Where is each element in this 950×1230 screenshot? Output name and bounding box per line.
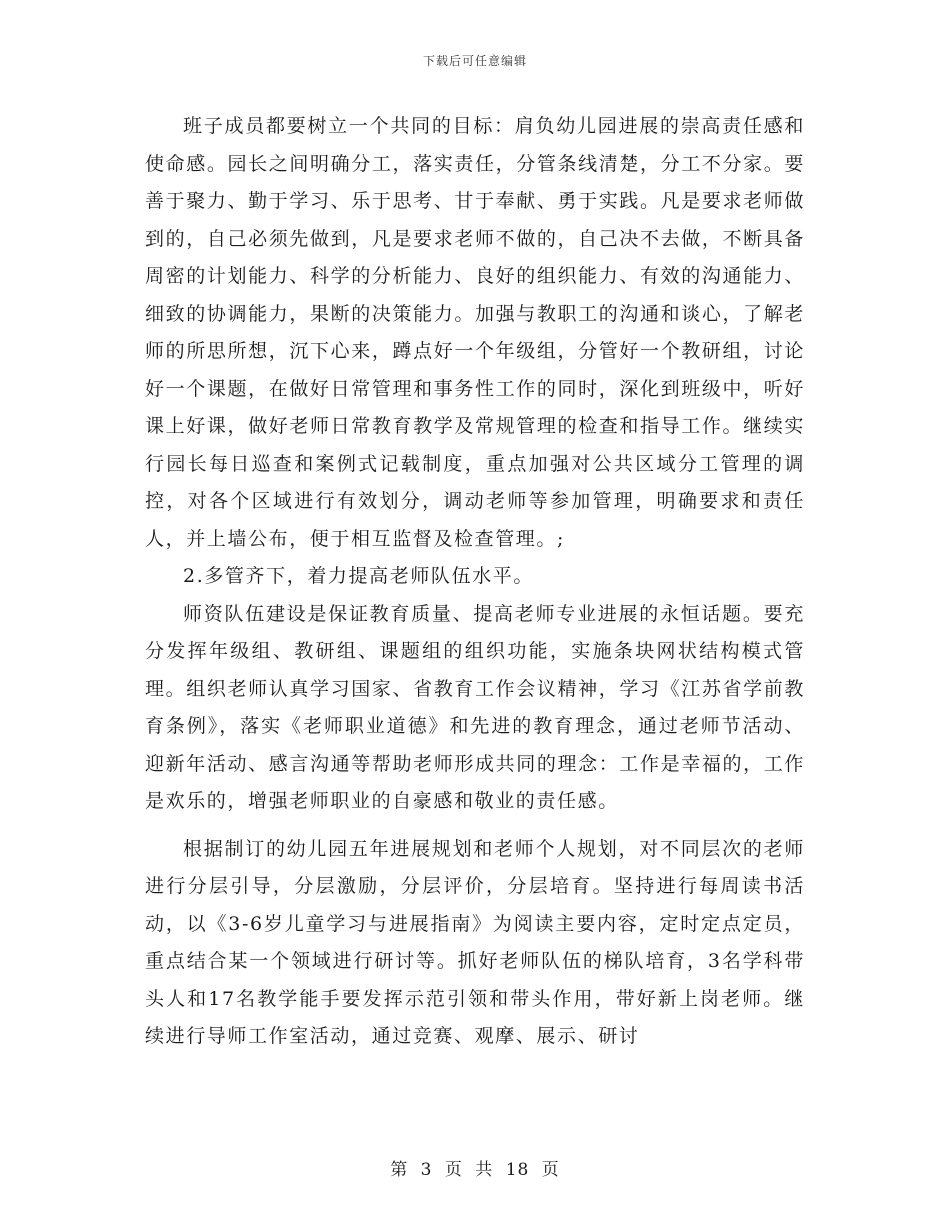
header-note: 下载后可任意编辑 — [422, 54, 527, 68]
page-number: 第 3 页 共 18 页 — [390, 1160, 560, 1180]
paragraph-section-heading: 2.多管齐下，着力提高老师队伍水平。 — [183, 565, 534, 587]
paragraph-development-plan: 根据制订的幼儿园五年进展规划和老师个人规划，对不同层次的老师进行分层引导，分层激励，分层评价，分层培育。坚持进行每周读书活动，以《3-6岁儿童学习与进展指南》为阅读主要内容，定时定点定员，重点结合某一个领域进行研讨等。抓好老师队伍的梯队培育，3名学科带头人和17名教学能手要发挥示范引领和带头作用，带好新上岗老师。继续进行导师工作室活动，通过竞赛、观摩、展示、研讨 — [145, 837, 805, 1047]
paragraph-teacher-team: 师资队伍建设是保证教育质量、提高老师专业进展的永恒话题。要充分发挥年级组、教研组、课题组的组织功能，实施条块网状结构模式管理。组织老师认真学习国家、省教育工作会议精神，学习《江苏省学前教育条例》，落实《老师职业道德》和先进的教育理念，通过老师节活动、迎新年活动、感言沟通等帮助老师形成共同的理念：工作是幸福的，工作是欢乐的，增强老师职业的自豪感和敬业的责任感。 — [145, 602, 805, 812]
paragraph-leadership-goals: 班子成员都要树立一个共同的目标：肩负幼儿园进展的崇高责任感和使命感。园长之间明确分工，落实责任，分管条线清楚，分工不分家。要善于聚力、勤于学习、乐于思考、甘于奉献、勇于实践。凡是要求老师做到的，自己必须先做到，凡是要求老师不做的，自己决不去做，不断具备周密的计划能力、科学的分析能力、良好的组织能力、有效的沟通能力、细致的协调能力，果断的决策能力。加强与教职工的沟通和谈心，了解老师的所思所想，沉下心来，蹲点好一个年级组，分管好一个教研组，讨论好一个课题，在做好日常管理和事务性工作的同时，深化到班级中，听好课上好课，做好老师日常教育教学及常规管理的检查和指导工作。继续实行园长每日巡查和案例式记载制度，重点加强对公共区域分工管理的调控，对各个区域进行有效划分，调动老师等参加管理，明确要求和责任人，并上墙公布，便于相互监督及检查管理。; — [145, 115, 805, 550]
body-text — [145, 108, 805, 1056]
